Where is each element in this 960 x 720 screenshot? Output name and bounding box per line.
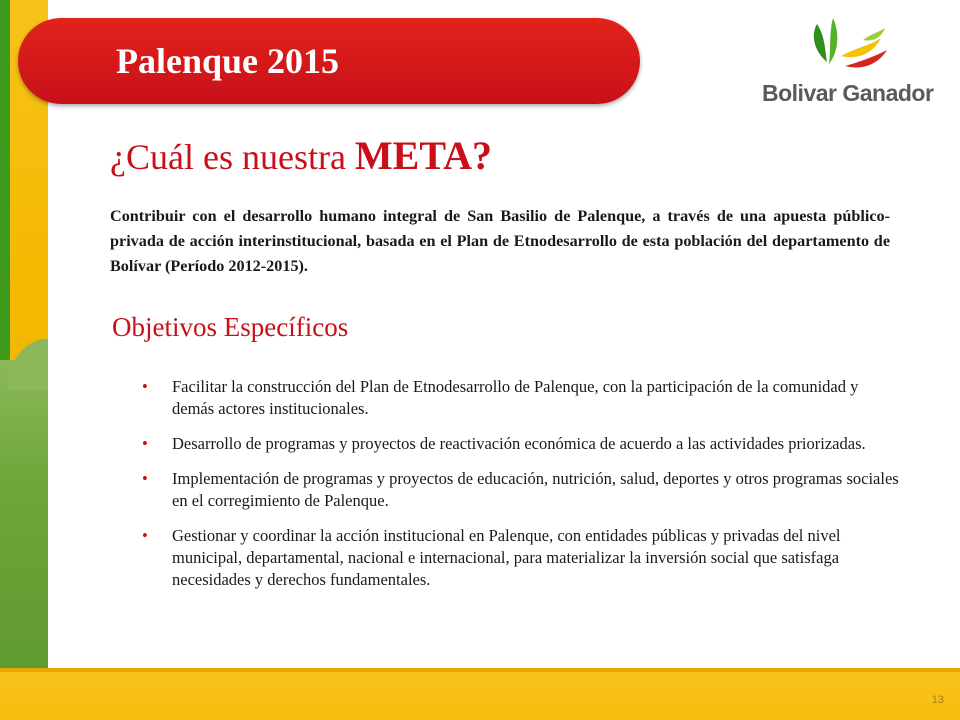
bullet-icon: • — [142, 526, 148, 545]
left-decorative-stripe — [0, 0, 48, 668]
title-banner — [18, 18, 640, 104]
slide-title: Palenque 2015 — [116, 41, 340, 81]
objective-text: Implementación de programas y proyectos de educación, nutrición, salud, deportes y otros programas sociales en el corregimiento de Palenque. — [172, 469, 899, 510]
objective-item — [142, 525, 902, 591]
objectives-heading: Objetivos Específicos — [112, 312, 349, 342]
objective-text: Desarrollo de programas y proyectos de reactivación económica de acuerdo a las actividades priorizadas. — [172, 434, 866, 453]
objective-text: Facilitar la construcción del Plan de Etnodesarrollo de Palenque, con la participación de la comunidad y demás actores institucionales. — [172, 377, 859, 418]
goal-heading-prefix: ¿Cuál es nuestra — [110, 137, 355, 177]
goal-heading — [110, 132, 492, 179]
goal-statement: Contribuir con el desarrollo humano integral de San Basilio de Palenque, a través de una apuesta público-privada de acción interinstitucional, basada en el Plan de Etnodesarrollo de esta población del departamento de Bolívar (Período 2012-2015). — [110, 207, 890, 275]
bottom-bar-edge — [0, 668, 960, 672]
bottom-bar — [0, 668, 960, 720]
left-stripe-green-wave — [0, 360, 48, 668]
bullet-icon: • — [142, 469, 148, 488]
bullet-icon: • — [142, 377, 148, 396]
bullet-icon: • — [142, 434, 148, 453]
goal-heading-emphasis: META? — [354, 133, 492, 178]
logo-text: Bolivar Ganador — [762, 80, 934, 106]
objective-item — [142, 433, 902, 455]
objective-text: Gestionar y coordinar la acción institucional en Palenque, con entidades públicas y privadas del nivel municipal, departamental, nacional e internacional, para materializar la inversión social que satisfaga necesidades y derechos fundamentales. — [172, 526, 841, 589]
bolivar-ganador-logo — [745, 10, 955, 120]
page-number: 13 — [931, 694, 944, 706]
objective-item — [142, 468, 902, 512]
objectives-list — [142, 376, 902, 604]
objective-item — [142, 376, 902, 420]
